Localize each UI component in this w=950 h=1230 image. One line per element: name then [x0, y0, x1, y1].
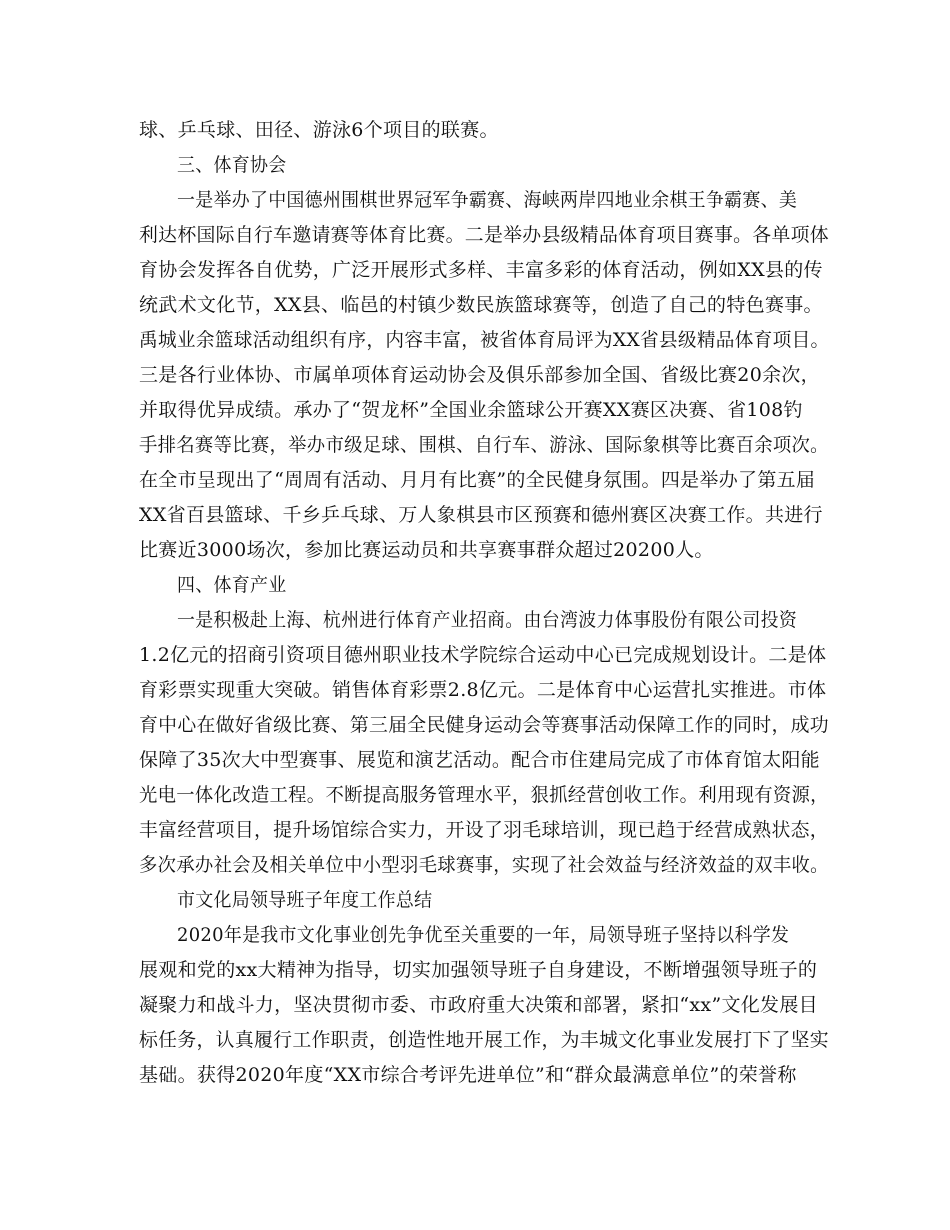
- body-text-line: 利达杯国际自行车邀请赛等体育比赛。二是举办县级精品体育项目赛事。各单项体: [139, 224, 829, 246]
- body-text-line: 凝聚力和战斗力，坚决贯彻市委、市政府重大决策和部署，紧扣“xx”文化发展目: [139, 994, 818, 1016]
- body-text-line: 展观和党的xx大精神为指导，切实加强领导班子自身建设，不断增强领导班子的: [139, 959, 818, 981]
- body-text-line: 并取得优异成绩。承办了“贺龙杯”全国业余篮球公开赛XX赛区决赛、省108钓: [139, 399, 803, 421]
- body-text-line: 统武术文化节，XX县、临邑的村镇少数民族篮球赛等，创造了自己的特色赛事。: [139, 294, 823, 316]
- body-text-line: 育彩票实现重大突破。销售体育彩票2.8亿元。二是体育中心运营扎实推进。市体: [139, 679, 827, 701]
- section-heading: 四、体育产业: [177, 574, 287, 596]
- body-text-line: 2020年是我市文化事业创先争优至关重要的一年，局领导班子坚持以科学发: [177, 924, 790, 946]
- body-text-line: 三是各行业体协、市属单项体育运动协会及俱乐部参加全国、省级比赛20余次，: [139, 364, 820, 386]
- body-text-line: 禹城业余篮球活动组织有序，内容丰富，被省体育局评为XX省县级精品体育项目。: [139, 329, 830, 351]
- body-text-line: 球、乒乓球、田径、游泳6个项目的联赛。: [139, 119, 499, 141]
- section-heading: 三、体育协会: [177, 154, 287, 176]
- body-text-line: 丰富经营项目，提升场馆综合实力，开设了羽毛球培训，现已趋于经营成熟状态，: [139, 819, 829, 841]
- body-text-line: 保障了35次大中型赛事、展览和演艺活动。配合市住建局完成了市体育馆太阳能: [139, 749, 820, 771]
- body-text-line: 1.2亿元的招商引资项目德州职业技术学院综合运动中心已完成规划设计。二是体: [139, 644, 827, 666]
- body-text-line: 基础。获得2020年度“XX市综合考评先进单位”和“群众最满意单位”的荣誉称: [139, 1064, 797, 1086]
- body-text-line: 比赛近3000场次，参加比赛运动员和共享赛事群众超过20200人。: [139, 539, 714, 561]
- body-text-line: 光电一体化改造工程。不断提高服务管理水平，狠抓经营创收工作。利用现有资源，: [139, 784, 829, 806]
- document-title: 市文化局领导班子年度工作总结: [177, 889, 433, 911]
- body-text-line: 手排名赛等比赛，举办市级足球、围棋、自行车、游泳、国际象棋等比赛百余项次。: [139, 434, 829, 456]
- body-text-line: 标任务，认真履行工作职责，创造性地开展工作，为丰城文化事业发展打下了坚实: [139, 1029, 829, 1051]
- body-text-line: 育中心在做好省级比赛、第三届全民健身运动会等赛事活动保障工作的同时，成功: [139, 714, 829, 736]
- body-text-line: 一是积极赴上海、杭州进行体育产业招商。由台湾波力体事股份有限公司投资: [177, 609, 798, 631]
- body-text-line: 多次承办社会及相关单位中小型羽毛球赛事，实现了社会效益与经济效益的双丰收。: [139, 854, 829, 876]
- body-text-line: 在全市呈现出了“周周有活动、月月有比赛”的全民健身氛围。四是举办了第五届: [139, 469, 816, 491]
- body-text-line: 育协会发挥各自优势，广泛开展形式多样、丰富多彩的体育活动，例如XX县的传: [139, 259, 823, 281]
- body-text-line: XX省百县篮球、千乡乒乓球、万人象棋县市区预赛和德州赛区决赛工作。共进行: [139, 504, 823, 526]
- body-text-line: 一是举办了中国德州围棋世界冠军争霸赛、海峡两岸四地业余棋王争霸赛、美: [177, 189, 798, 211]
